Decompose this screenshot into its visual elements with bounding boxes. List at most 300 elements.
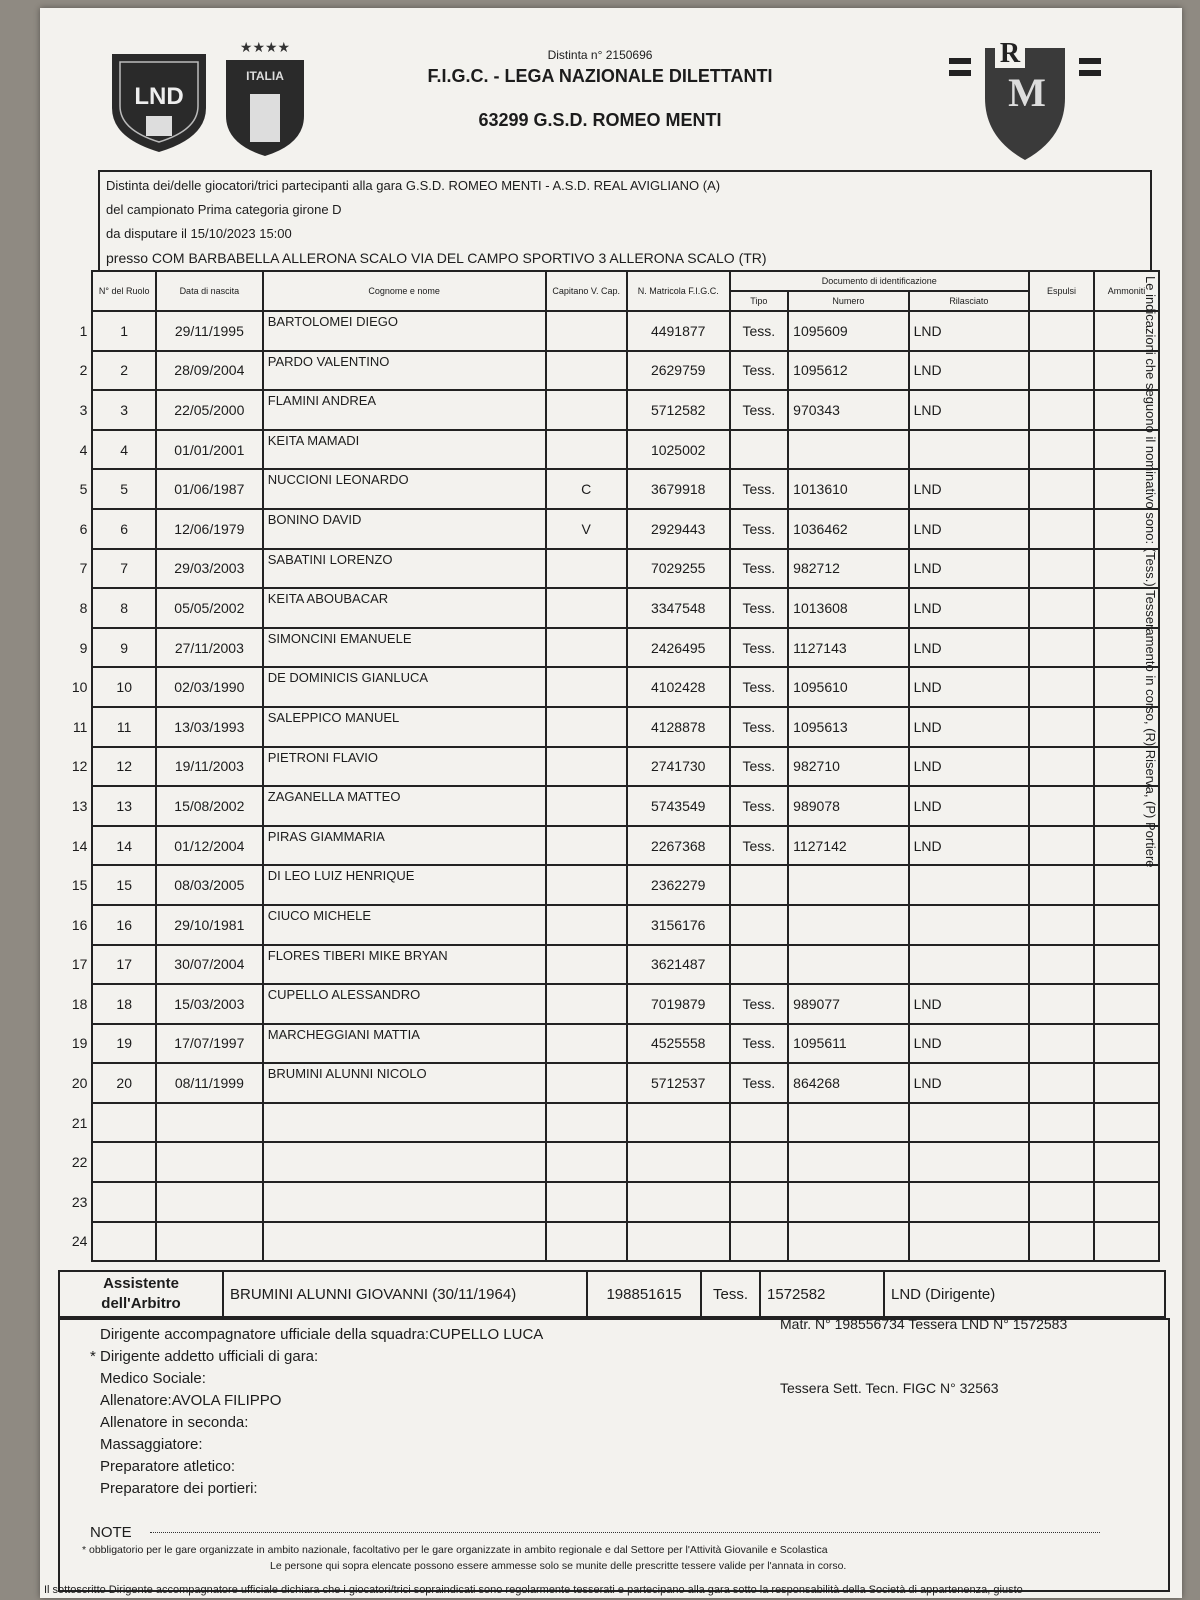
cell-nascita [156, 1182, 263, 1222]
cell-tipo [730, 905, 789, 945]
cell-nascita: 15/03/2003 [156, 984, 263, 1024]
cell-ruolo: 7 [92, 549, 155, 589]
cell-matricola: 3679918 [627, 469, 730, 509]
cell-nome [263, 1222, 546, 1262]
cell-numero: 1036462 [788, 509, 908, 549]
cell-tipo: Tess. [730, 390, 789, 430]
row-number: 2 [79, 362, 88, 379]
cell-nome: NUCCIONI LEONARDO [263, 469, 546, 509]
cell-rilasciato [909, 945, 1029, 985]
cell-tipo: Tess. [730, 826, 789, 866]
cell-ammoniti [1094, 1222, 1159, 1262]
cell-ruolo: 9 [92, 628, 155, 668]
logo-rm-r: R [999, 38, 1021, 69]
cell-ruolo: 6 [92, 509, 155, 549]
cell-capitano [546, 826, 627, 866]
match-info-box [98, 170, 1152, 272]
italia-logo [220, 36, 310, 160]
cell-numero: 1095610 [788, 667, 908, 707]
col-ammoniti: Ammoniti [1094, 271, 1159, 311]
row-number: 24 [71, 1233, 88, 1250]
cell-matricola: 4525558 [627, 1024, 730, 1064]
table-row [60, 311, 1159, 351]
cell-nome: SIMONCINI EMANUELE [263, 628, 546, 668]
cell-numero: 989078 [788, 786, 908, 826]
cell-nome: PIETRONI FLAVIO [263, 747, 546, 787]
italia-logo-text: ITALIA [246, 69, 284, 83]
cell-rilasciato: LND [909, 984, 1029, 1024]
row-number: 1 [79, 322, 88, 339]
dirigente-tessera: Matr. N° 198556734 Tessera LND N° 1572583 [780, 1316, 1068, 1332]
svg-text:★★★★: ★★★★ [239, 39, 291, 55]
dirigente-line: Dirigente accompagnatore ufficiale della squadra:CUPELLO LUCA [100, 1326, 544, 1343]
cell-espulsi [1029, 865, 1094, 905]
cell-numero: 1095611 [788, 1024, 908, 1064]
cell-ammoniti [1094, 905, 1159, 945]
assistente-matricola: 198851615 [587, 1271, 701, 1317]
cell-espulsi [1029, 747, 1094, 787]
cell-nome: CIUCO MICHELE [263, 905, 546, 945]
cell-capitano [546, 1103, 627, 1143]
cell-espulsi [1029, 1142, 1094, 1182]
cell-tipo: Tess. [730, 984, 789, 1024]
campionato-line: del campionato Prima categoria girone D [106, 202, 342, 217]
table-row [60, 549, 1159, 589]
cell-espulsi [1029, 786, 1094, 826]
row-number: 19 [71, 1035, 88, 1052]
table-row [60, 1222, 1159, 1262]
cell-capitano [546, 1222, 627, 1262]
cell-rilasciato: LND [909, 509, 1029, 549]
cell-capitano [546, 786, 627, 826]
cell-espulsi [1029, 1103, 1094, 1143]
cell-nome: DE DOMINICIS GIANLUCA [263, 667, 546, 707]
side-note: Le indicazioni che seguono il nominativo sono: (Tess.) Tesseramento in corso, (R) Riserva, (P) Portiere [1143, 276, 1158, 868]
row-number: 3 [79, 401, 88, 418]
row-number: 20 [71, 1075, 88, 1092]
cell-ruolo: 8 [92, 588, 155, 628]
cell-nome [263, 1182, 546, 1222]
cell-espulsi [1029, 588, 1094, 628]
cell-nascita [156, 1142, 263, 1182]
cell-nome: BRUMINI ALUNNI NICOLO [263, 1063, 546, 1103]
cell-numero [788, 1142, 908, 1182]
cell-capitano [546, 628, 627, 668]
persone-note: Le persone qui sopra elencate possono essere ammesse solo se munite delle prescritte tessere valide per l'annata in corso. [270, 1560, 847, 1572]
cell-nome: BONINO DAVID [263, 509, 546, 549]
cell-espulsi [1029, 628, 1094, 668]
table-row [60, 786, 1159, 826]
assistente-row [59, 1271, 1165, 1317]
cell-ruolo: 10 [92, 667, 155, 707]
col-rilasciato: Rilasciato [909, 291, 1029, 311]
cell-matricola: 3156176 [627, 905, 730, 945]
cell-nome: KEITA MAMADI [263, 430, 546, 470]
col-espulsi: Espulsi [1029, 271, 1094, 311]
allenatore-line: Allenatore:AVOLA FILIPPO [100, 1392, 282, 1409]
cell-matricola [627, 1182, 730, 1222]
cell-rilasciato [909, 865, 1029, 905]
cell-nome: CUPELLO ALESSANDRO [263, 984, 546, 1024]
row-number: 13 [71, 797, 88, 814]
cell-capitano [546, 1142, 627, 1182]
row-number: 9 [79, 639, 88, 656]
cell-nome: PIRAS GIAMMARIA [263, 826, 546, 866]
cell-capitano [546, 1063, 627, 1103]
cell-nascita: 08/03/2005 [156, 865, 263, 905]
cell-matricola [627, 1103, 730, 1143]
venue-line: presso COM BARBABELLA ALLERONA SCALO VIA DEL CAMPO SPORTIVO 3 ALLERONA SCALO (TR) [106, 250, 767, 266]
sottoscritto-line: Il sottoscritto Dirigente accompagnatore ufficiale dichiara che i giocatori/trici sopraindicati sono regolarmente tesserati e partecipano alla gara sotto la responsabilità della Società di appartenenza, giusto [44, 1584, 1023, 1596]
cell-rilasciato: LND [909, 667, 1029, 707]
assistente-label-2: dell'Arbitro [101, 1295, 181, 1312]
cell-numero: 970343 [788, 390, 908, 430]
cell-tipo: Tess. [730, 588, 789, 628]
staff-section [58, 1318, 1170, 1592]
lnd-logo [108, 46, 210, 156]
cell-numero: 864268 [788, 1063, 908, 1103]
table-row [60, 628, 1159, 668]
row-number: 6 [79, 520, 88, 537]
cell-tipo: Tess. [730, 509, 789, 549]
cell-matricola [627, 1142, 730, 1182]
cell-capitano: C [546, 469, 627, 509]
col-numero: Numero [788, 291, 908, 311]
assistente-numero: 1572582 [760, 1271, 884, 1317]
table-row [60, 865, 1159, 905]
cell-nome: SABATINI LORENZO [263, 549, 546, 589]
cell-nascita: 02/03/1990 [156, 667, 263, 707]
assistente-label-1: Assistente [103, 1275, 179, 1292]
cell-ammoniti [1094, 1142, 1159, 1182]
cell-tipo: Tess. [730, 707, 789, 747]
cell-nome [263, 1103, 546, 1143]
assistente-tipo: Tess. [701, 1271, 760, 1317]
table-row [60, 430, 1159, 470]
cell-matricola: 3621487 [627, 945, 730, 985]
row-number: 22 [71, 1154, 88, 1171]
cell-tipo: Tess. [730, 351, 789, 391]
cell-numero: 1095609 [788, 311, 908, 351]
cell-tipo: Tess. [730, 1024, 789, 1064]
cell-ruolo: 17 [92, 945, 155, 985]
cell-numero: 1013610 [788, 469, 908, 509]
cell-nascita: 05/05/2002 [156, 588, 263, 628]
col-tipo: Tipo [730, 291, 789, 311]
cell-matricola: 4128878 [627, 707, 730, 747]
cell-nome: KEITA ABOUBACAR [263, 588, 546, 628]
cell-rilasciato: LND [909, 707, 1029, 747]
cell-tipo: Tess. [730, 549, 789, 589]
cell-tipo [730, 430, 789, 470]
cell-rilasciato: LND [909, 786, 1029, 826]
table-row [60, 667, 1159, 707]
cell-rilasciato [909, 1103, 1029, 1143]
cell-rilasciato: LND [909, 747, 1029, 787]
table-row [60, 390, 1159, 430]
cell-ruolo [92, 1222, 155, 1262]
cell-espulsi [1029, 509, 1094, 549]
cell-matricola: 5712537 [627, 1063, 730, 1103]
match-line: Distinta dei/delle giocatori/trici partecipanti alla gara G.S.D. ROMEO MENTI - A.S.D. REAL AVIGLIANO (A) [106, 178, 721, 193]
table-row [60, 509, 1159, 549]
cell-numero: 1013608 [788, 588, 908, 628]
table-row [60, 945, 1159, 985]
date-line: da disputare il 15/10/2023 15:00 [106, 226, 292, 241]
cell-ruolo: 14 [92, 826, 155, 866]
cell-capitano [546, 707, 627, 747]
table-header-row [60, 271, 1159, 291]
table-row [60, 826, 1159, 866]
cell-nascita: 13/03/1993 [156, 707, 263, 747]
cell-espulsi [1029, 311, 1094, 351]
cell-tipo [730, 1142, 789, 1182]
table-row [60, 469, 1159, 509]
cell-ammoniti [1094, 1024, 1159, 1064]
cell-matricola: 2741730 [627, 747, 730, 787]
row-number: 16 [71, 916, 88, 933]
distinta-number: Distinta n° 2150696 [547, 48, 653, 62]
cell-tipo: Tess. [730, 786, 789, 826]
cell-nome: MARCHEGGIANI MATTIA [263, 1024, 546, 1064]
col-ruolo: N° del Ruolo [92, 271, 155, 311]
cell-rilasciato [909, 905, 1029, 945]
cell-capitano [546, 865, 627, 905]
cell-nome: SALEPPICO MANUEL [263, 707, 546, 747]
cell-espulsi [1029, 430, 1094, 470]
cell-nome: FLAMINI ANDREA [263, 390, 546, 430]
cell-nome: FLORES TIBERI MIKE BRYAN [263, 945, 546, 985]
cell-capitano [546, 984, 627, 1024]
cell-numero: 1127142 [788, 826, 908, 866]
cell-capitano [546, 390, 627, 430]
row-number: 14 [71, 837, 88, 854]
cell-matricola: 3347548 [627, 588, 730, 628]
cell-matricola: 7029255 [627, 549, 730, 589]
cell-ruolo: 11 [92, 707, 155, 747]
cell-nascita: 29/10/1981 [156, 905, 263, 945]
col-nome: Cognome e nome [263, 271, 546, 311]
cell-numero [788, 905, 908, 945]
obbligatorio-note: * obbligatorio per le gare organizzate in ambito nazionale, facoltativo per le gare organizzate in ambito regionale e dal Settore per l'Attività Giovanile e Scolastica [82, 1544, 828, 1556]
table-row [60, 1103, 1159, 1143]
cell-capitano [546, 351, 627, 391]
cell-nascita: 17/07/1997 [156, 1024, 263, 1064]
cell-espulsi [1029, 667, 1094, 707]
cell-rilasciato: LND [909, 311, 1029, 351]
cell-rilasciato: LND [909, 1063, 1029, 1103]
table-row [60, 747, 1159, 787]
cell-tipo [730, 1103, 789, 1143]
cell-matricola: 1025002 [627, 430, 730, 470]
romeo-menti-logo [945, 28, 1105, 168]
cell-numero: 1127143 [788, 628, 908, 668]
roster-table [60, 270, 1160, 1262]
table-row [60, 1142, 1159, 1182]
row-number: 15 [71, 877, 88, 894]
lnd-logo-text: LND [134, 83, 184, 110]
cell-nascita: 08/11/1999 [156, 1063, 263, 1103]
cell-tipo [730, 865, 789, 905]
cell-numero [788, 1222, 908, 1262]
cell-rilasciato [909, 1142, 1029, 1182]
cell-capitano [546, 549, 627, 589]
assistente-rilasciato: LND (Dirigente) [884, 1271, 1165, 1317]
cell-rilasciato: LND [909, 826, 1029, 866]
addetto-line: * Dirigente addetto ufficiali di gara: [90, 1348, 319, 1365]
medico-line: Medico Sociale: [100, 1370, 206, 1387]
cell-capitano [546, 905, 627, 945]
cell-espulsi [1029, 390, 1094, 430]
cell-rilasciato: LND [909, 469, 1029, 509]
cell-rilasciato: LND [909, 549, 1029, 589]
cell-tipo: Tess. [730, 667, 789, 707]
cell-ruolo [92, 1182, 155, 1222]
cell-matricola: 5712582 [627, 390, 730, 430]
cell-tipo: Tess. [730, 1063, 789, 1103]
cell-matricola: 2426495 [627, 628, 730, 668]
cell-matricola: 7019879 [627, 984, 730, 1024]
cell-nome: BARTOLOMEI DIEGO [263, 311, 546, 351]
logo-rm-m: M [1008, 70, 1046, 115]
cell-tipo: Tess. [730, 469, 789, 509]
club-title: 63299 G.S.D. ROMEO MENTI [478, 110, 722, 130]
cell-capitano [546, 667, 627, 707]
allenatore-seconda-line: Allenatore in seconda: [100, 1414, 249, 1431]
cell-tipo: Tess. [730, 311, 789, 351]
cell-rilasciato: LND [909, 628, 1029, 668]
cell-ammoniti [1094, 1063, 1159, 1103]
cell-nascita: 01/01/2001 [156, 430, 263, 470]
cell-nascita: 28/09/2004 [156, 351, 263, 391]
cell-nascita: 27/11/2003 [156, 628, 263, 668]
cell-ruolo: 13 [92, 786, 155, 826]
cell-nascita: 01/06/1987 [156, 469, 263, 509]
note-label: NOTE [90, 1524, 132, 1541]
preparatore-portieri-line: Preparatore dei portieri: [100, 1480, 258, 1497]
cell-tipo [730, 945, 789, 985]
cell-espulsi [1029, 707, 1094, 747]
cell-numero: 989077 [788, 984, 908, 1024]
cell-espulsi [1029, 905, 1094, 945]
cell-ruolo [92, 1142, 155, 1182]
cell-ruolo: 2 [92, 351, 155, 391]
cell-numero [788, 430, 908, 470]
cell-ruolo: 15 [92, 865, 155, 905]
row-number: 23 [71, 1193, 88, 1210]
col-capitano: Capitano V. Cap. [546, 271, 627, 311]
cell-capitano [546, 747, 627, 787]
cell-capitano [546, 311, 627, 351]
cell-rilasciato: LND [909, 588, 1029, 628]
org-title: F.I.G.C. - LEGA NAZIONALE DILETTANTI [427, 66, 773, 86]
cell-matricola: 2267368 [627, 826, 730, 866]
cell-ammoniti [1094, 945, 1159, 985]
row-number: 12 [71, 758, 88, 775]
cell-nascita: 12/06/1979 [156, 509, 263, 549]
cell-espulsi [1029, 945, 1094, 985]
cell-rilasciato [909, 1222, 1029, 1262]
cell-ruolo: 19 [92, 1024, 155, 1064]
cell-nome: DI LEO LUIZ HENRIQUE [263, 865, 546, 905]
cell-nascita: 29/03/2003 [156, 549, 263, 589]
note-line [150, 1532, 1100, 1533]
cell-ruolo: 12 [92, 747, 155, 787]
cell-matricola: 2629759 [627, 351, 730, 391]
row-number: 18 [71, 995, 88, 1012]
cell-capitano [546, 1024, 627, 1064]
cell-matricola: 4491877 [627, 311, 730, 351]
cell-espulsi [1029, 351, 1094, 391]
cell-ammoniti [1094, 865, 1159, 905]
cell-numero [788, 1103, 908, 1143]
cell-capitano: V [546, 509, 627, 549]
cell-tipo [730, 1222, 789, 1262]
row-number: 21 [71, 1114, 88, 1131]
cell-tipo: Tess. [730, 628, 789, 668]
cell-matricola: 2362279 [627, 865, 730, 905]
cell-nascita: 19/11/2003 [156, 747, 263, 787]
table-row [60, 1024, 1159, 1064]
cell-espulsi [1029, 549, 1094, 589]
cell-ruolo: 1 [92, 311, 155, 351]
cell-espulsi [1029, 826, 1094, 866]
cell-nascita: 30/07/2004 [156, 945, 263, 985]
table-row [60, 707, 1159, 747]
cell-rilasciato [909, 430, 1029, 470]
cell-nascita: 15/08/2002 [156, 786, 263, 826]
cell-capitano [546, 588, 627, 628]
cell-numero: 1095612 [788, 351, 908, 391]
cell-ruolo [92, 1103, 155, 1143]
allenatore-tessera: Tessera Sett. Tecn. FIGC N° 32563 [780, 1380, 999, 1396]
cell-tipo [730, 1182, 789, 1222]
cell-nome [263, 1142, 546, 1182]
cell-ruolo: 20 [92, 1063, 155, 1103]
document-sheet [40, 8, 1182, 1598]
table-row [60, 905, 1159, 945]
assistente-label [59, 1271, 223, 1317]
cell-rilasciato: LND [909, 351, 1029, 391]
cell-rilasciato: LND [909, 1024, 1029, 1064]
row-number: 8 [79, 599, 88, 616]
cell-capitano [546, 945, 627, 985]
assistente-table [58, 1270, 1166, 1318]
table-row [60, 984, 1159, 1024]
cell-espulsi [1029, 1222, 1094, 1262]
preparatore-atletico-line: Preparatore atletico: [100, 1458, 236, 1475]
cell-rilasciato: LND [909, 390, 1029, 430]
cell-numero [788, 1182, 908, 1222]
table-row [60, 1182, 1159, 1222]
cell-ruolo: 3 [92, 390, 155, 430]
cell-matricola [627, 1222, 730, 1262]
assistente-nome: BRUMINI ALUNNI GIOVANNI (30/11/1964) [223, 1271, 587, 1317]
cell-numero: 982710 [788, 747, 908, 787]
cell-capitano [546, 1182, 627, 1222]
cell-ammoniti [1094, 984, 1159, 1024]
cell-ruolo: 4 [92, 430, 155, 470]
row-number: 4 [79, 441, 88, 458]
cell-nascita: 01/12/2004 [156, 826, 263, 866]
row-number: 7 [79, 560, 88, 577]
cell-espulsi [1029, 469, 1094, 509]
col-nascita: Data di nascita [156, 271, 263, 311]
cell-ruolo: 5 [92, 469, 155, 509]
cell-ruolo: 16 [92, 905, 155, 945]
cell-nascita [156, 1103, 263, 1143]
table-row [60, 588, 1159, 628]
